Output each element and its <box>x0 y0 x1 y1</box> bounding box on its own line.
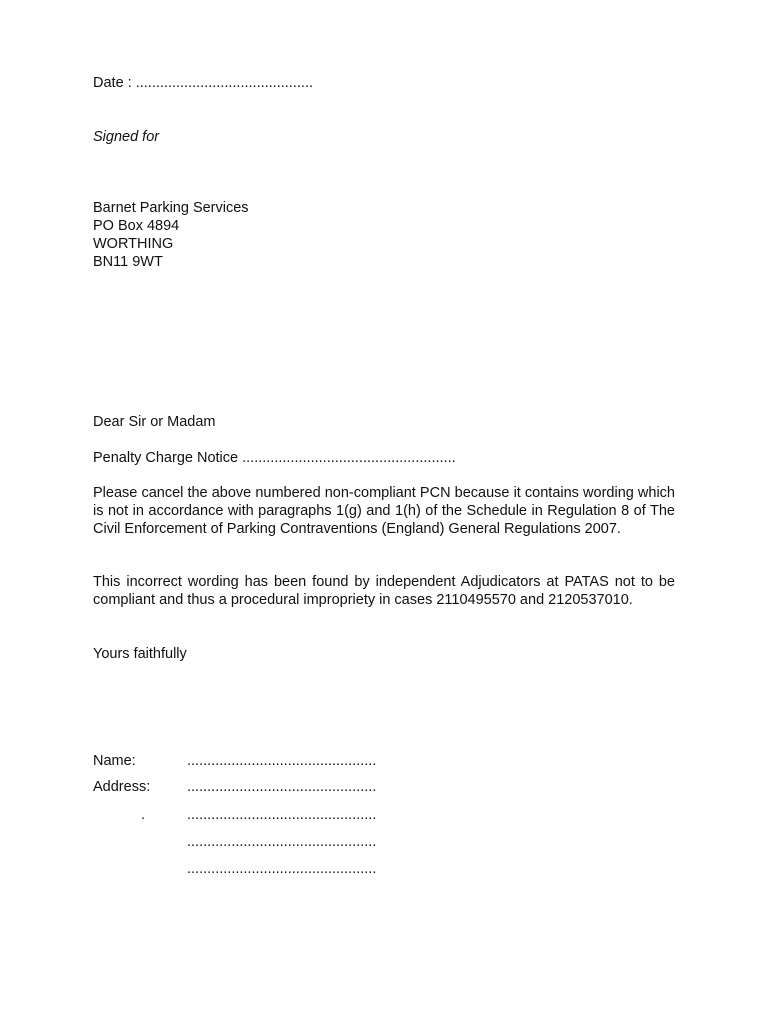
address-dots-2: ............................................... <box>187 807 377 823</box>
recipient-line: BN11 9WT <box>93 254 163 270</box>
signed-for-label: Signed for <box>93 129 160 145</box>
name-dots: ............................................... <box>187 753 377 769</box>
address-dots-1: ............................................... <box>187 779 377 795</box>
address-label: Address: <box>93 779 151 795</box>
body-paragraph-1: Please cancel the above numbered non-compliant PCN because it contains wording which is not in accordance with paragraphs 1(g) and 1(h) of the Schedule in Regulation 8 of The Civil Enforcement of Parking Contraventions (England) General Regulations 2007. <box>93 485 675 537</box>
body-paragraph-2: This incorrect wording has been found by independent Adjudicators at PATAS not to be compliant and thus a procedural impropriety in cases 2110495570 and 2120537010. <box>93 574 675 608</box>
recipient-line: Barnet Parking Services <box>93 200 249 216</box>
name-label: Name: <box>93 753 136 769</box>
recipient-line: WORTHING <box>93 236 174 252</box>
recipient-line: PO Box 4894 <box>93 218 180 234</box>
pcn-line: Penalty Charge Notice ..................................................... <box>93 450 456 466</box>
stray-dot: . <box>141 807 146 823</box>
date-line: Date : ............................................ <box>93 75 313 91</box>
address-dots-3: ............................................... <box>187 834 377 850</box>
salutation: Dear Sir or Madam <box>93 414 216 430</box>
closing: Yours faithfully <box>93 646 187 662</box>
recipient-address <box>93 199 249 271</box>
address-dots-4: ............................................... <box>187 861 377 877</box>
